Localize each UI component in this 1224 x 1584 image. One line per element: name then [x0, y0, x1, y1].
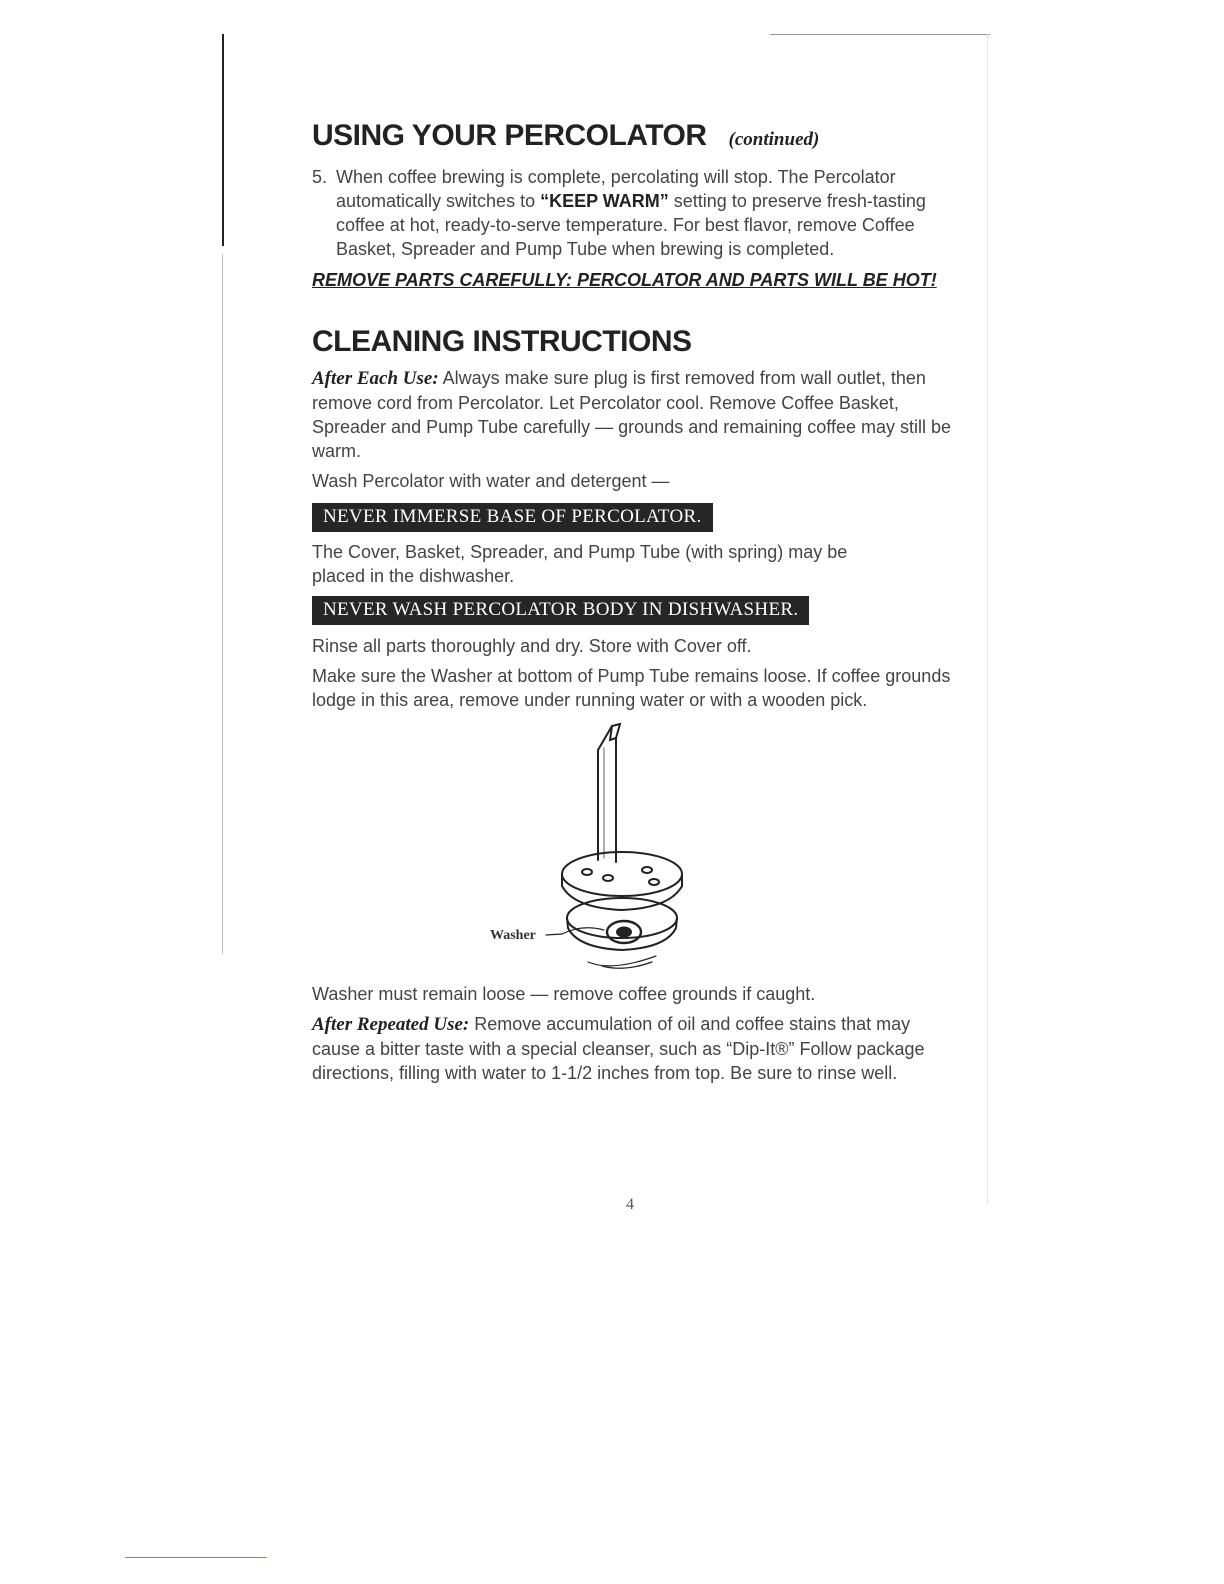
dishwasher-paragraph: The Cover, Basket, Spreader, and Pump Tube (with spring) may be placed in the dishwasher.	[312, 542, 848, 586]
continued-label: (continued)	[728, 129, 820, 150]
scan-edge-right	[987, 34, 988, 1204]
step-text-b: setting to preserve fresh-tasting coffee at hot, ready-to-serve temperature. For best flavor, remove Coffee Basket, Spreader and Pump Tube when brewing is completed.	[336, 191, 926, 259]
rinse-paragraph: Rinse all parts thoroughly and dry. Store with Cover off.	[312, 636, 752, 656]
washer-loose-paragraph: Washer must remain loose — remove coffee grounds if caught.	[312, 984, 816, 1004]
step-number: 5.	[312, 167, 328, 187]
keep-warm-label: “KEEP WARM”	[540, 191, 669, 211]
after-repeated-use-paragraph	[312, 1012, 952, 1085]
scan-edge-bottom	[125, 1557, 267, 1558]
step-text	[336, 165, 952, 261]
scan-edge-left	[222, 34, 224, 246]
section-title-cleaning: CLEANING INSTRUCTIONS	[312, 325, 692, 358]
pump-tube-illustration	[312, 722, 952, 980]
after-each-use-paragraph	[312, 366, 952, 463]
after-each-use-text: Always make sure plug is first removed from wall outlet, then remove cord from Percolator. Let Percolator cool. Remove Coffee Basket, Spreader and Pump Tube carefully — grounds and remaining coffee may still be warm.	[312, 368, 952, 461]
section-title-using	[312, 118, 952, 158]
warning-bar-2-wrap	[312, 596, 952, 625]
scan-edge-top	[770, 34, 990, 35]
step-5	[312, 165, 952, 261]
step-text-a: When coffee brewing is complete, percolating will stop. The Percolator automatically switches to	[336, 167, 896, 211]
after-each-use-lead: After Each Use:	[312, 368, 439, 389]
warning-bar-1-wrap	[312, 503, 952, 532]
page-number: 4	[626, 1196, 634, 1213]
title-text: USING YOUR PERCOLATOR	[312, 119, 707, 152]
washer-label: Washer	[490, 928, 536, 943]
after-repeated-use-lead: After Repeated Use:	[312, 1014, 470, 1035]
wash-paragraph: Wash Percolator with water and detergent —	[312, 471, 670, 491]
hot-parts-warning: REMOVE PARTS CAREFULLY: PERCOLATOR AND PARTS WILL BE HOT!	[312, 270, 937, 290]
never-wash-warning: NEVER WASH PERCOLATOR BODY IN DISHWASHER.	[312, 596, 809, 625]
never-immerse-warning: NEVER IMMERSE BASE OF PERCOLATOR.	[312, 503, 713, 532]
pump-tube-figure	[312, 722, 952, 980]
manual-page	[312, 118, 952, 1085]
scan-edge-left-faint	[222, 254, 223, 954]
after-repeated-use-text: Remove accumulation of oil and coffee stains that may cause a bitter taste with a special cleanser, such as “Dip-It®” Follow package directions, filling with water to 1-1/2 inches from top. Be sure to rinse well.	[312, 1014, 925, 1083]
washer-paragraph: Make sure the Washer at bottom of Pump Tube remains loose. If coffee grounds lodge in this area, remove under running water or with a wooden pick.	[312, 666, 951, 710]
